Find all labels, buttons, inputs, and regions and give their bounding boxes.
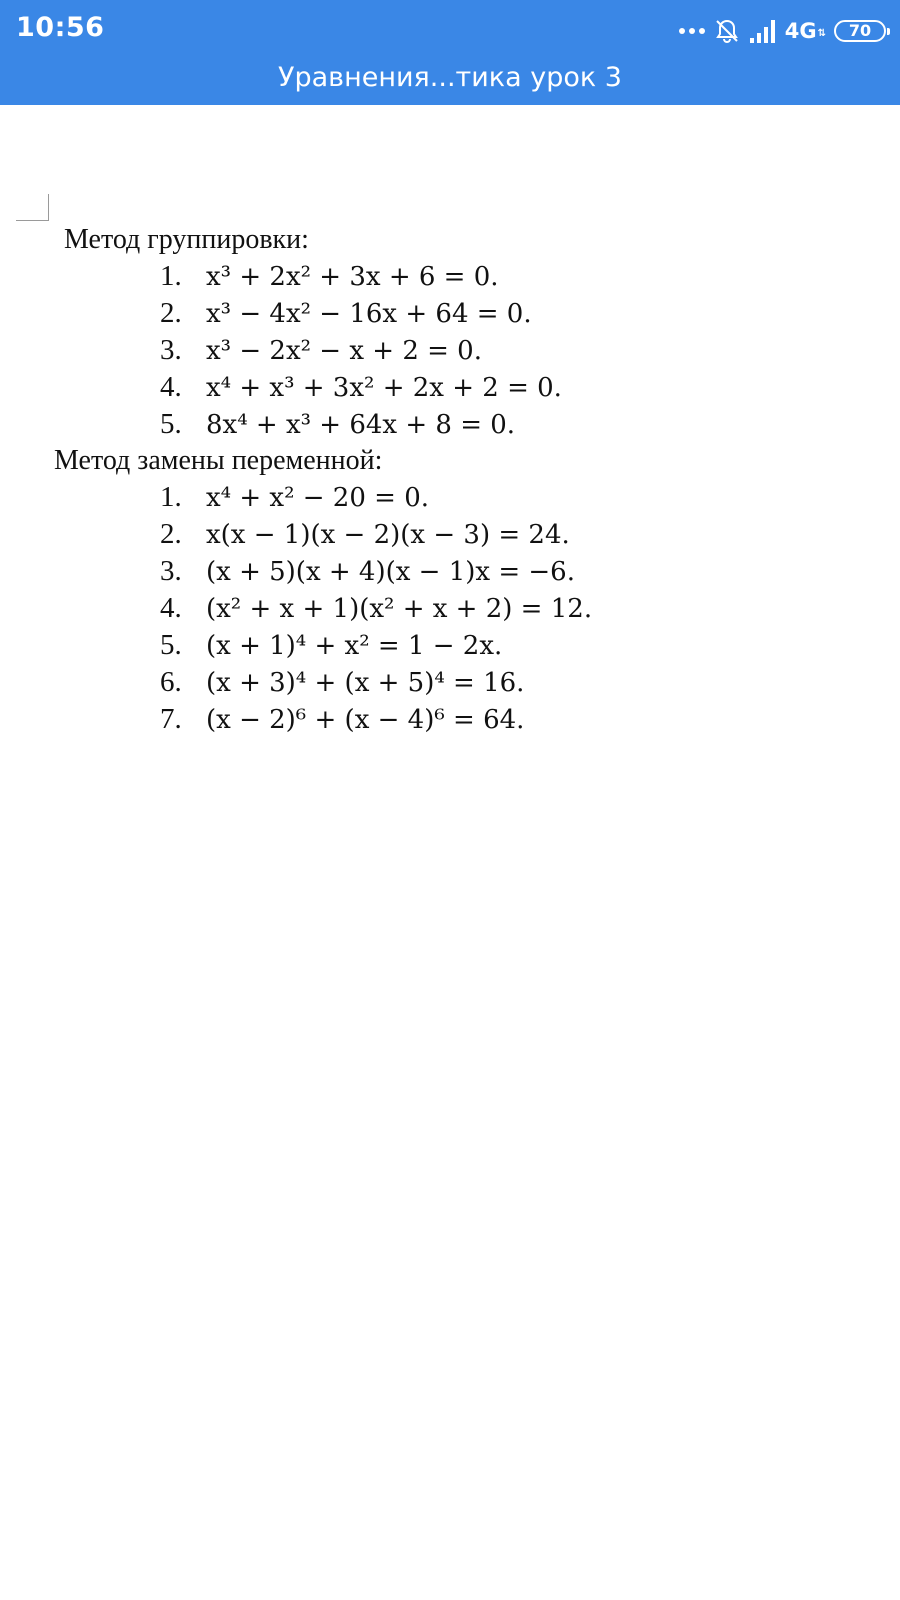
- item-number: 6.: [160, 666, 182, 698]
- network-type: 4G: [784, 19, 817, 43]
- app-header: [0, 0, 900, 105]
- equation: x⁴ + x³ + 3x² + 2x + 2 = 0.: [206, 373, 562, 403]
- status-time: 10:56: [16, 12, 105, 43]
- equation: (x² + x + 1)(x² + x + 2) = 12.: [206, 594, 593, 624]
- section-heading-substitution: Метод замены переменной:: [54, 445, 383, 476]
- list-item: [160, 520, 570, 549]
- page-corner-mark: [16, 194, 49, 221]
- list-item: [160, 373, 562, 402]
- muted-bell-icon: [713, 17, 741, 45]
- equation: (x + 5)(x + 4)(x − 1)x = −6.: [206, 557, 575, 587]
- list-item: [160, 483, 429, 512]
- document-title: Уравнения...тика урок 3: [278, 62, 622, 93]
- item-number: 1.: [160, 260, 182, 292]
- item-number: 2.: [160, 297, 182, 329]
- battery-icon: [834, 20, 886, 42]
- more-dots-icon: [679, 28, 705, 34]
- network-arrows-icon: ⇅: [817, 28, 826, 39]
- section-heading-grouping: Метод группировки:: [64, 224, 309, 255]
- list-item: [160, 557, 575, 586]
- list-item: [160, 299, 532, 328]
- item-number: 1.: [160, 481, 182, 513]
- item-number: 2.: [160, 518, 182, 550]
- network-indicator: [785, 19, 826, 43]
- list-item: [160, 262, 499, 291]
- item-number: 3.: [160, 555, 182, 587]
- equation: x³ − 4x² − 16x + 64 = 0.: [206, 299, 532, 329]
- equation: x³ + 2x² + 3x + 6 = 0.: [206, 262, 499, 292]
- item-number: 5.: [160, 408, 182, 440]
- list-item: [160, 668, 524, 697]
- equation: x³ − 2x² − x + 2 = 0.: [206, 336, 482, 366]
- equation: x(x − 1)(x − 2)(x − 3) = 24.: [206, 520, 570, 550]
- list-item: [160, 336, 482, 365]
- battery-level: 70: [848, 21, 872, 40]
- item-number: 3.: [160, 334, 182, 366]
- status-icons: [679, 14, 886, 48]
- list-item: [160, 594, 592, 623]
- equation: 8x⁴ + x³ + 64x + 8 = 0.: [206, 410, 516, 440]
- signal-icon: [749, 18, 777, 44]
- item-number: 7.: [160, 703, 182, 735]
- equation: (x − 2)⁶ + (x − 4)⁶ = 64.: [206, 705, 525, 735]
- equation: (x + 1)⁴ + x² = 1 − 2x.: [206, 631, 503, 661]
- list-item: [160, 705, 524, 734]
- item-number: 4.: [160, 592, 182, 624]
- equation: (x + 3)⁴ + (x + 5)⁴ = 16.: [206, 668, 525, 698]
- list-item: [160, 410, 515, 439]
- equation: x⁴ + x² − 20 = 0.: [206, 483, 430, 513]
- item-number: 4.: [160, 371, 182, 403]
- list-item: [160, 631, 502, 660]
- item-number: 5.: [160, 629, 182, 661]
